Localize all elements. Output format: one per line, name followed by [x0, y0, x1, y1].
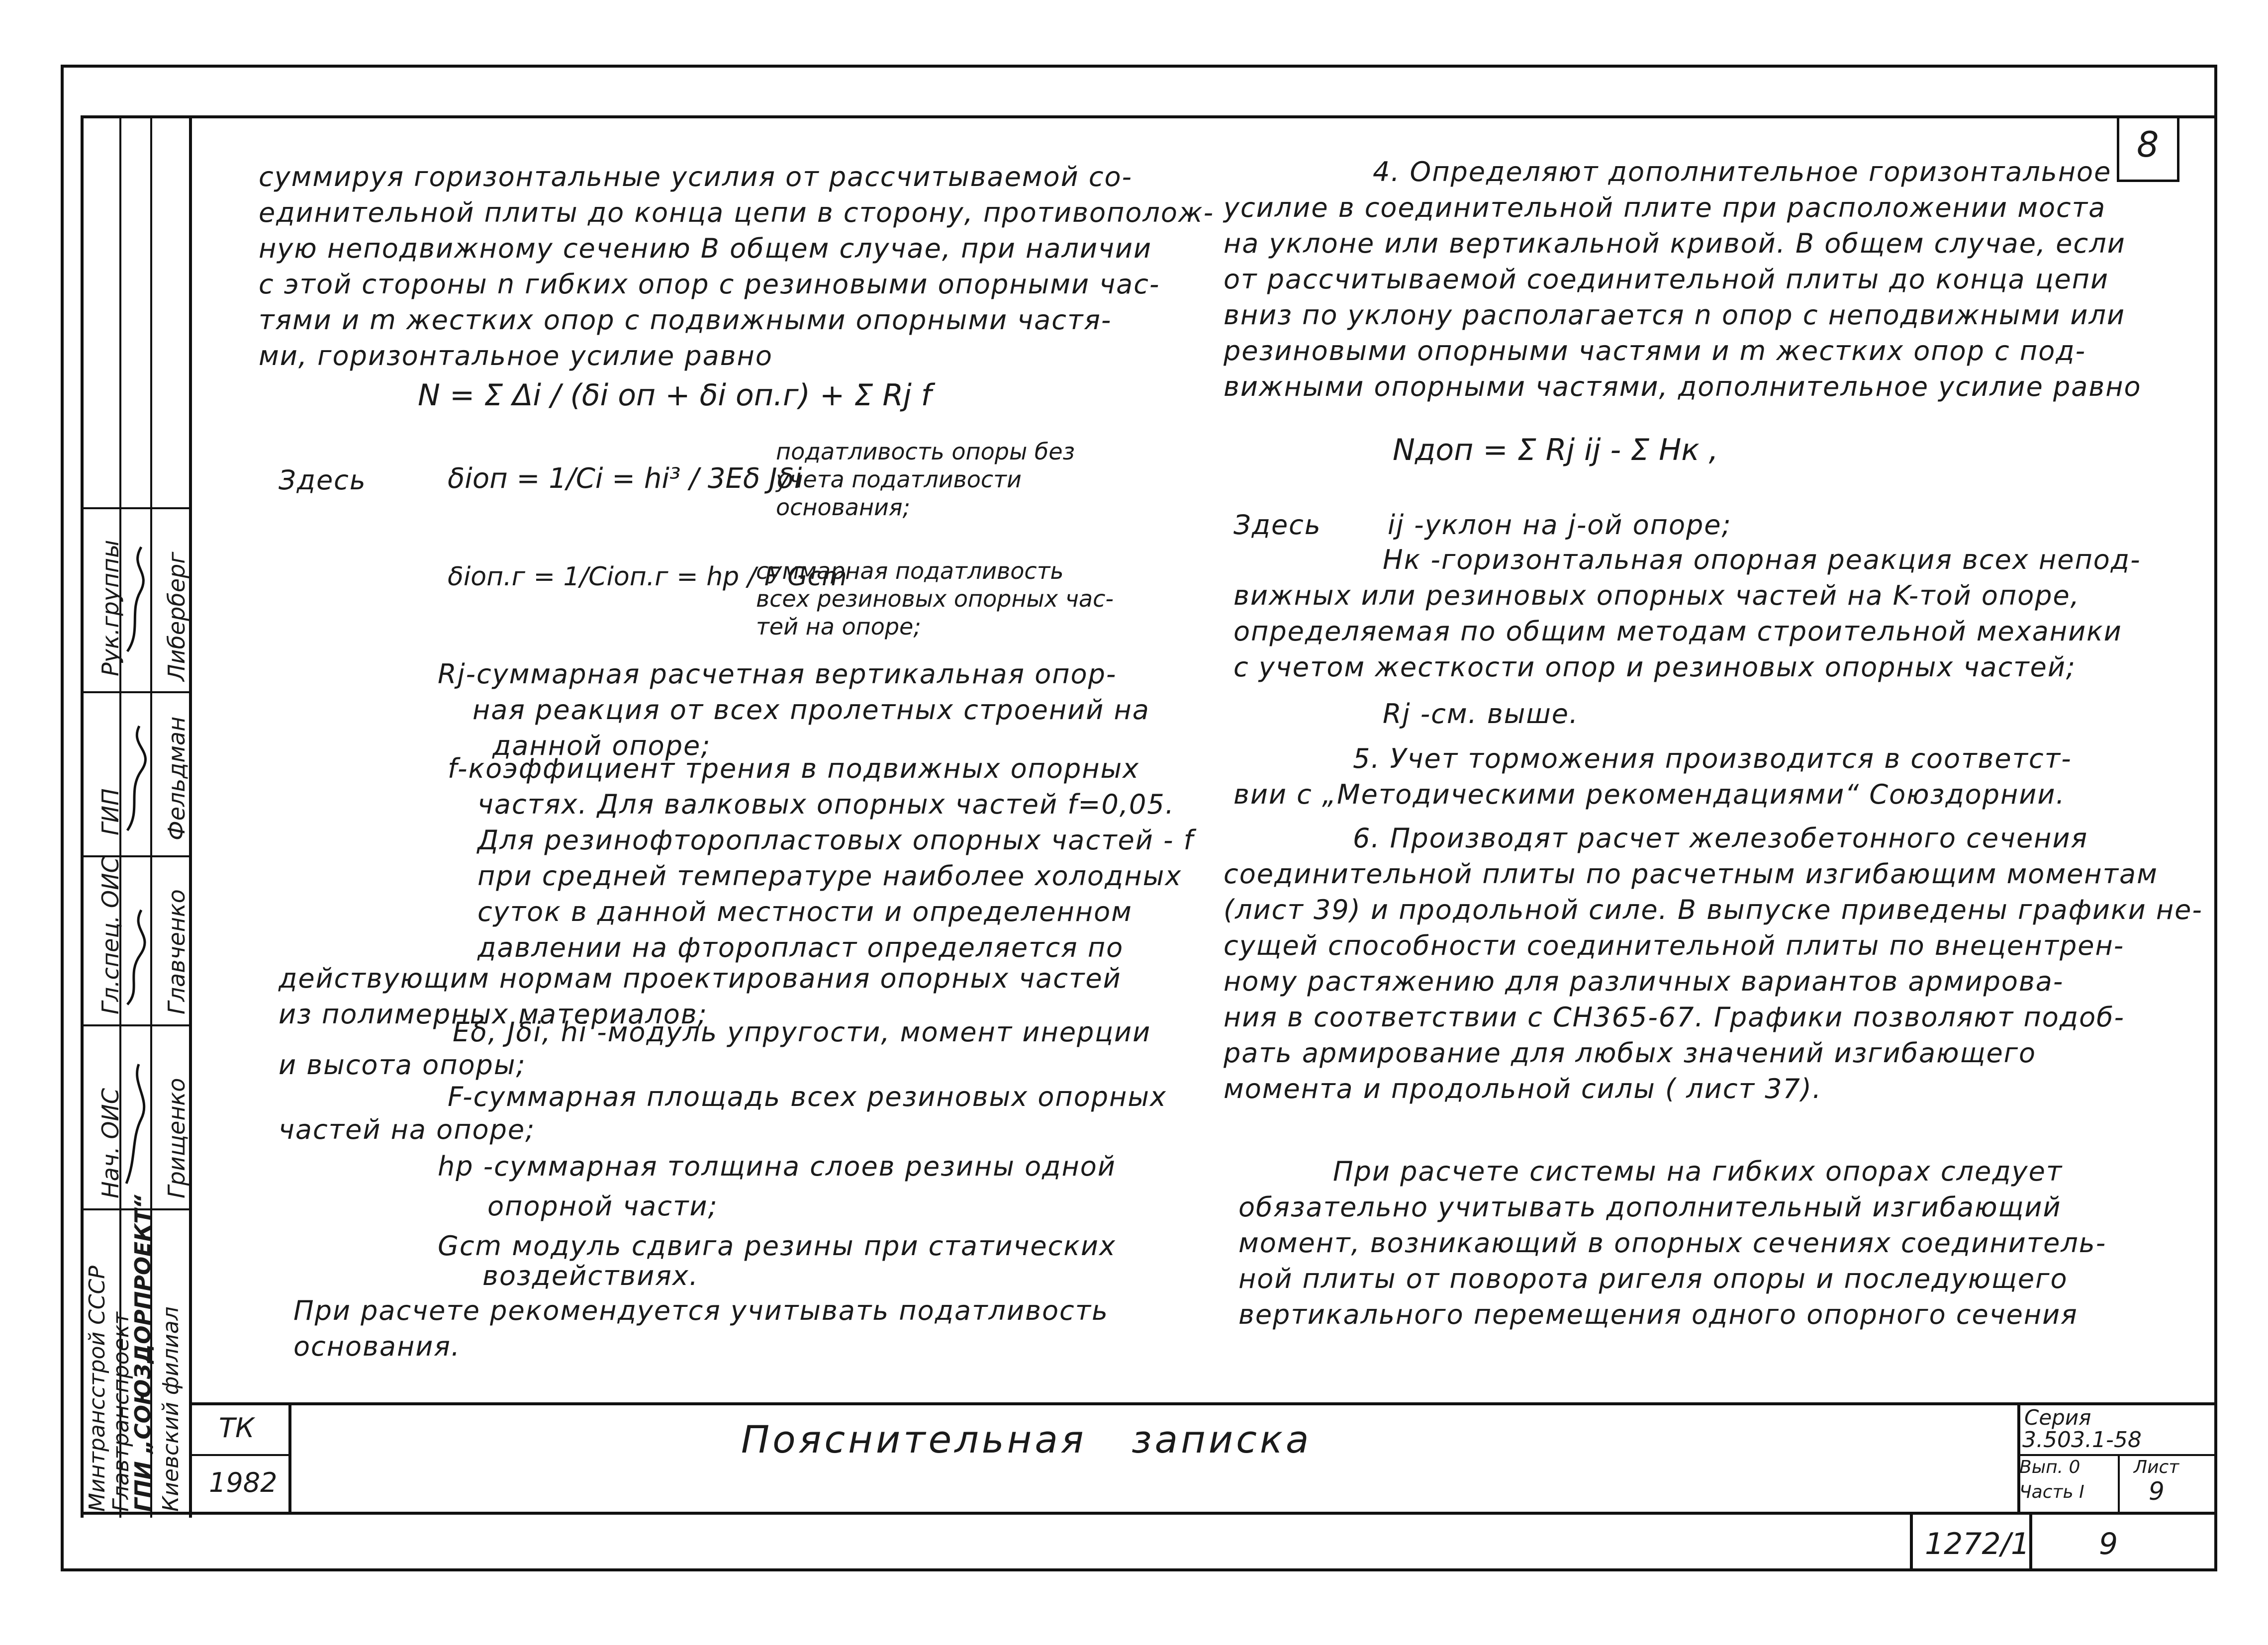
hk-def: Hк -горизонтальная опорная реакция всех непод- вижных или резиновых опорных частей на K-той опоре, определяемая по общим методам строительной механики с учетом жесткости опор и резиновых опорных частей;	[1233, 544, 2141, 683]
f2-note: суммарная податливость всех резиновых опорных час- тей на опоре;	[756, 557, 1114, 640]
seria-label: Серия	[2024, 1405, 2091, 1430]
zdes-left: Здесь	[279, 464, 367, 496]
signatures	[121, 512, 149, 1208]
org-1: Минтрансстрой СССР	[85, 1266, 110, 1512]
stamp-tk: ТК	[219, 1412, 255, 1444]
page-number-top: 8	[2137, 124, 2159, 165]
org-4: Киевский филиал	[158, 1306, 184, 1512]
g-def2: воздействиях.	[482, 1260, 699, 1291]
f-coef-cont: действующим нормам проектирования опорных частей из полимерных материалов;	[279, 963, 1122, 1030]
left-para1: суммируя горизонтальные усилия от рассчитываемой со- единительной плиты до конца цепи в сторону, противополож- ную неподвижному сечению В общем случае, при наличии с этой стороны n гибких опор с резиновыми опорными час- тями и m жестких опор с подвижными опорными частя- ми, горизонтальное усилие равно	[259, 161, 1215, 371]
inner-frame-top	[81, 115, 2217, 118]
right-para7: При расчете системы на гибких опорах следует обязательно учитывать дополнительный изгибающий момент, возникающий в опорных сечениях соединитель- ной плиты от поворота ригеля опоры и последующего вертикального перемещения одного опорного сечения	[1238, 1156, 2107, 1330]
hp-def: hp -суммарная толщина слоев резины одной	[438, 1151, 1116, 1182]
F-def2: частей на опоре;	[279, 1114, 536, 1145]
role-nach: Нач. ОИС	[97, 1088, 124, 1198]
vyp: Вып. 0	[2019, 1457, 2080, 1477]
formula-ndop: Nдоп = Σ Rj ij - Σ Hк ,	[1393, 433, 1718, 467]
org-2: Главтранспроект	[108, 1312, 134, 1512]
name-4: Либерберг	[163, 551, 190, 681]
list-label: Лист	[2134, 1457, 2179, 1477]
chast: Часть I	[2019, 1482, 2084, 1502]
left-last: При расчете рекомендуется учитывать податливость основания.	[293, 1295, 1109, 1362]
org-3: ГПИ „СОЮЗДОРПРОЕКТ“	[130, 1194, 156, 1512]
right-para4: 4. Определяют дополнительное горизонтальное усилие в соединительной плите при расположении моста на уклоне или вертикальной кривой. В общем случае, если от рассчитываемой соединительной плиты до конца цепи вниз по уклону располагается n опор с неподвижными или резиновыми опорными частями и m жестких опор с под- вижными опорными частями, дополнительное усилие равно	[1224, 156, 2142, 402]
formula-f2: δiоп.г = 1/Ciоп.г = hp / F Gcm	[448, 562, 847, 592]
inner-frame-left	[81, 115, 84, 1518]
name-1: Грищенко	[163, 1078, 190, 1198]
doc-title: Пояснительная записка	[741, 1417, 1312, 1462]
list-no: 9	[2149, 1477, 2165, 1506]
zdes-right: Здесь	[1233, 509, 1322, 541]
g-def: Gcm модуль сдвига резины при статических	[438, 1230, 1116, 1262]
seria-value: 3.503.1-58	[2022, 1427, 2142, 1453]
formula-main: N = Σ Δi / (δi оп + δi оп.г) + Σ Rj f	[418, 378, 932, 413]
stamp-year: 1982	[209, 1467, 278, 1498]
name-2: Главченко	[163, 889, 190, 1014]
e-def: Eδ, Jδi, hi -модуль упругости, момент инерции	[453, 1016, 1151, 1048]
rj-right: Rj -см. выше.	[1383, 698, 1579, 730]
page-bottom: 9	[2099, 1527, 2118, 1561]
ij-def: ij -уклон на j-ой опоре;	[1388, 509, 1732, 541]
rj-def: Rj-суммарная расчетная вертикальная опор- ная реакция от всех пролетных строений на данной опоре;	[438, 658, 1150, 761]
role-glspec: Гл.спец. ОИС	[97, 857, 124, 1014]
right-para5: 5. Учет торможения производится в соответст- вии с „Методическими рекомендациями“ Союздорнии.	[1233, 743, 2072, 810]
right-para6: 6. Производят расчет железобетонного сечения соединительной плиты по расчетным изгибающим моментам (лист 39) и продольной силе. В выпуске приведены графики не- сущей способности соединительной плиты по внецентрен- ному растяжению для различных вариантов армирова- ния в соответствии с СН365-67. Графики позволяют подоб- рать армирование для любых значений изгибающего момента и продольной силы ( лист 37).	[1224, 822, 2203, 1104]
doc-number: 1272/1	[1925, 1527, 2030, 1561]
role-ruk: Рук.группы	[97, 540, 124, 676]
name-3: Фельдман	[163, 716, 190, 840]
hp-def2: опорной части;	[487, 1190, 718, 1222]
f1-note: податливость опоры без учета податливости основания;	[776, 438, 1075, 521]
e-def2: и высота опоры;	[279, 1049, 526, 1081]
f-coef-def: f-коэффициент трения в подвижных опорных частях. Для валковых опорных частей f=0,05. Для резинофторопластовых опорных частей - f при средней температуре наиболее холодных суток в данной местности и определенном давлении на фторопласт определяется по	[448, 753, 1194, 963]
formula-f1: δiоп = 1/Ci = hi³ / 3Eδ Jδi	[448, 462, 802, 495]
F-def: F-суммарная площадь всех резиновых опорных	[448, 1081, 1167, 1112]
role-gip: ГИП	[97, 788, 124, 835]
